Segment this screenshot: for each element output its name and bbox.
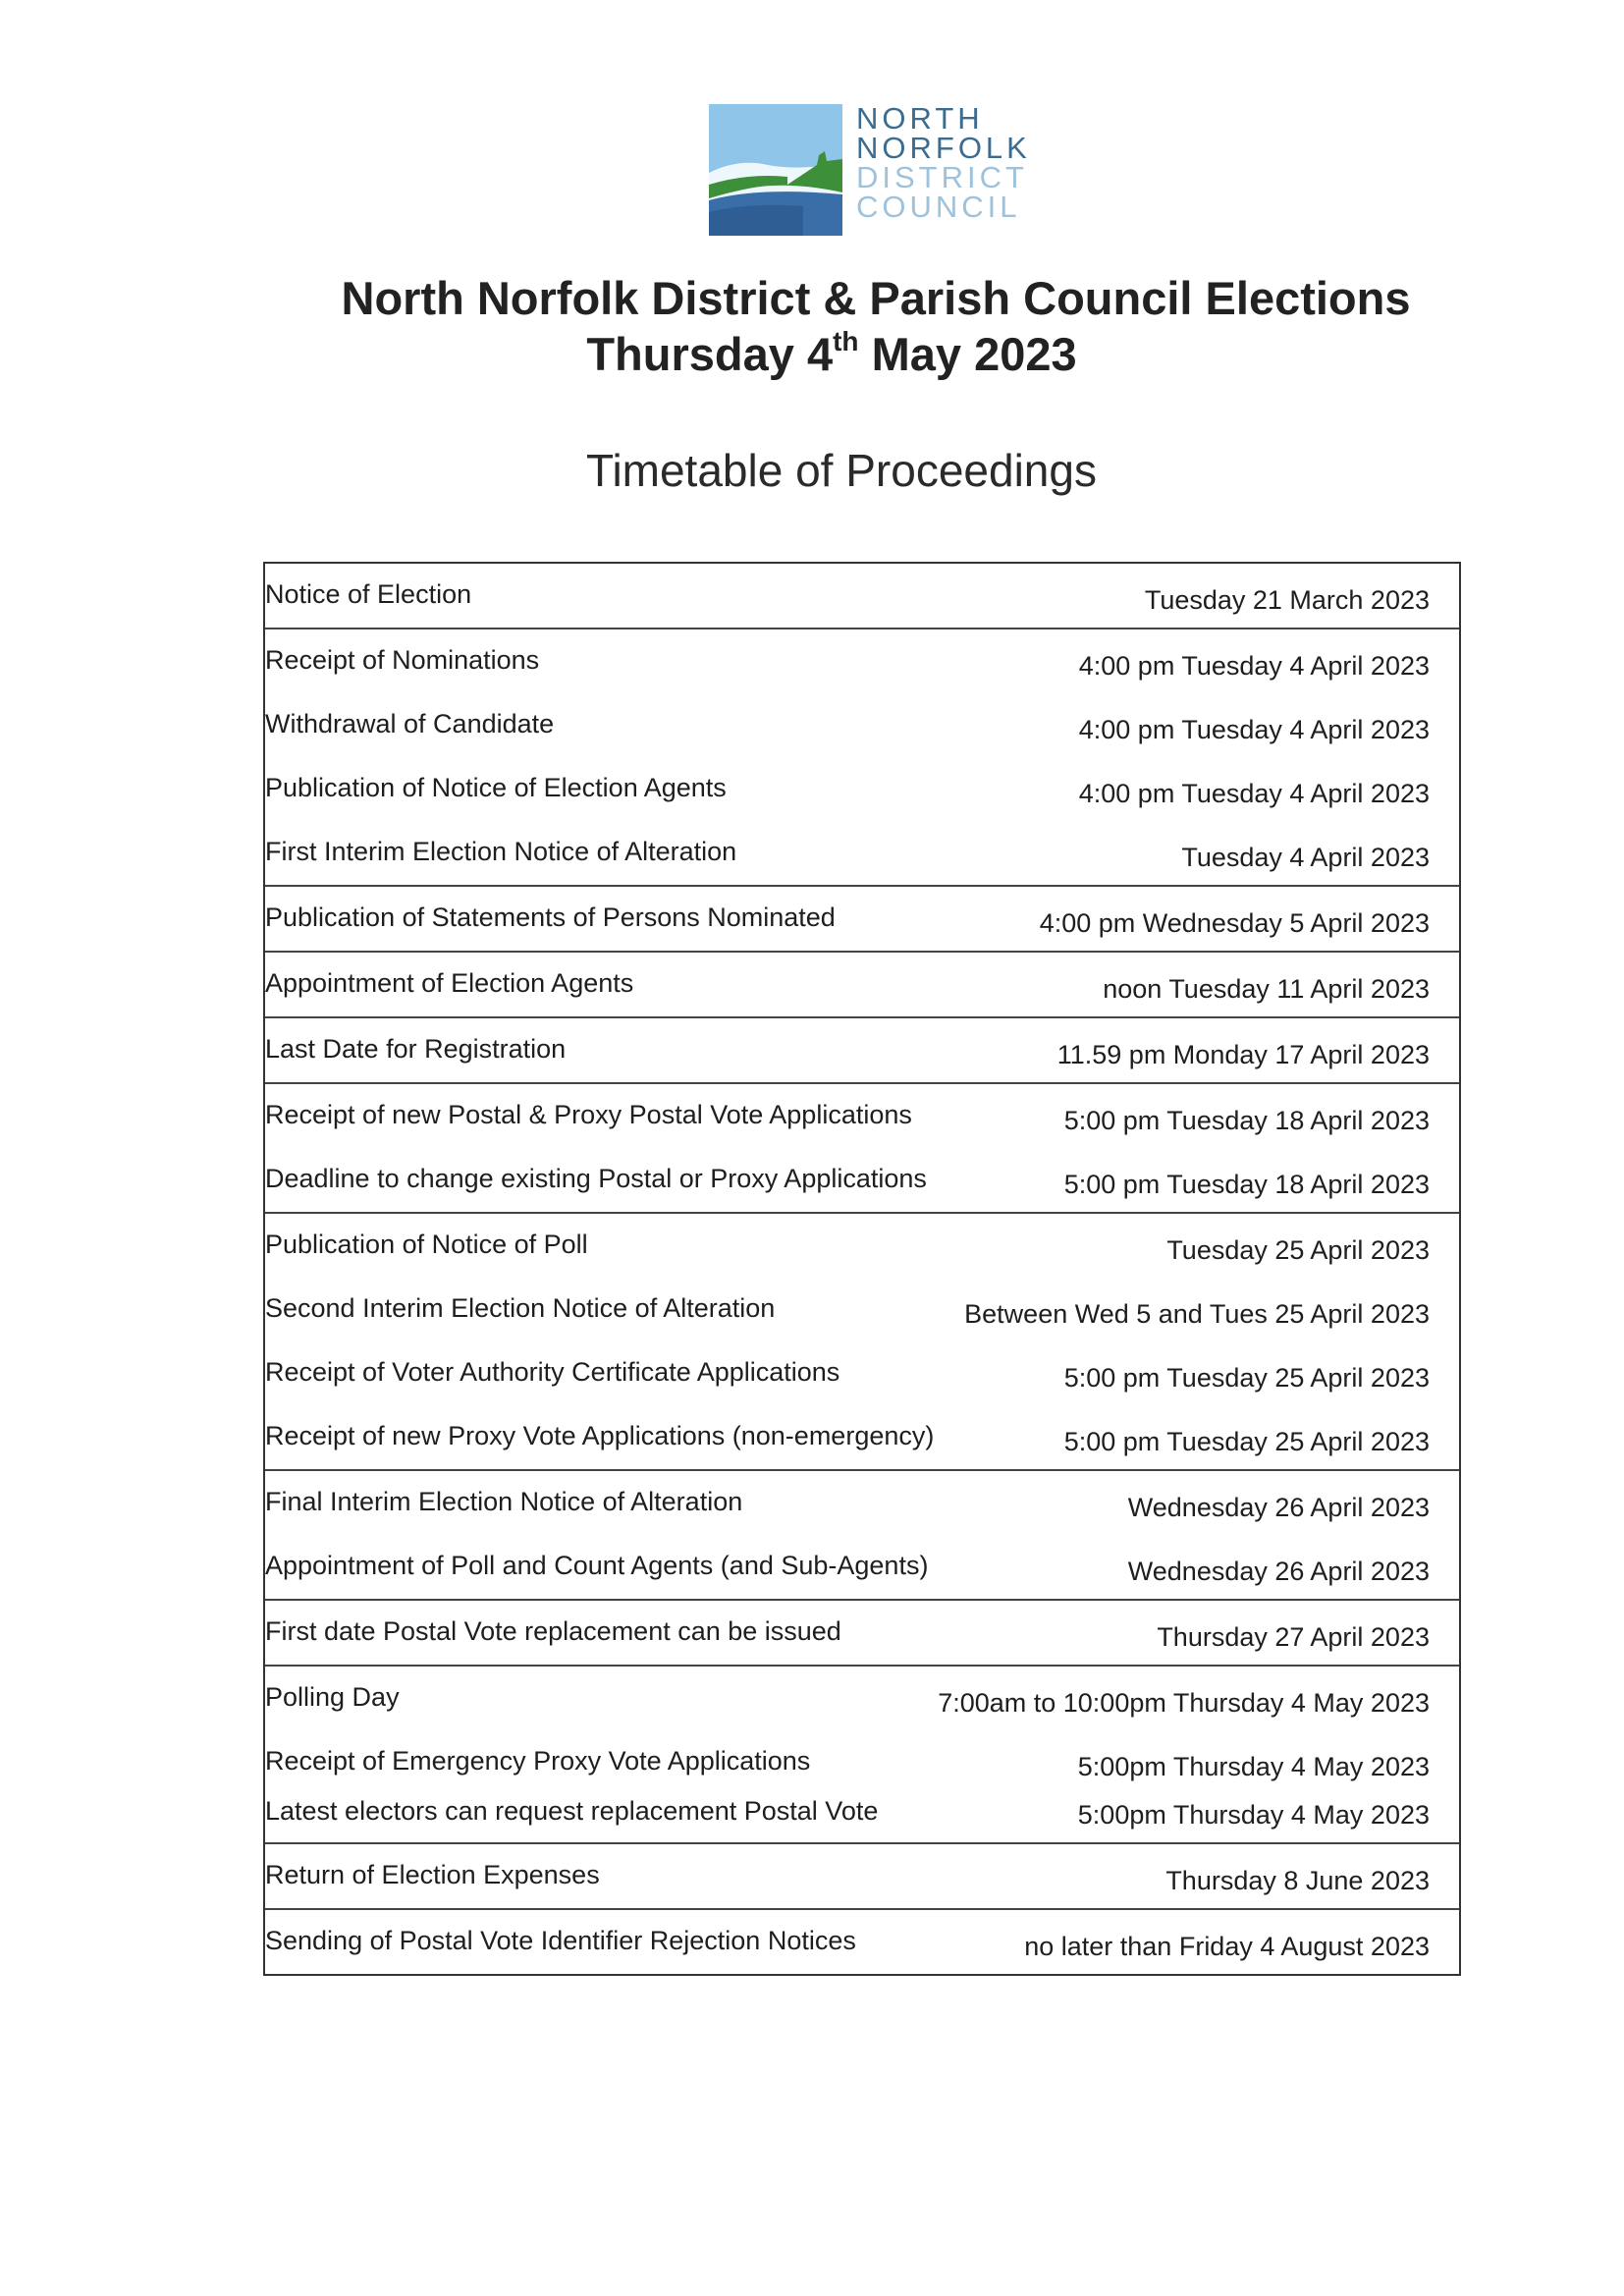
timetable-row	[265, 1148, 1459, 1212]
event-date: 5:00pm Thursday 4 May 2023	[1077, 1752, 1430, 1781]
event-name: Appointment of Election Agents	[265, 968, 634, 998]
event-date: no later than Friday 4 August 2023	[1024, 1932, 1430, 1961]
event-date: Between Wed 5 and Tues 25 April 2023	[964, 1299, 1430, 1329]
timetable-row	[265, 887, 1459, 951]
timetable-row	[265, 1471, 1459, 1535]
event-name: Final Interim Election Notice of Alteration	[265, 1487, 743, 1516]
event-date: noon Tuesday 11 April 2023	[1103, 974, 1430, 1004]
event-date: 11.59 pm Monday 17 April 2023	[1056, 1040, 1430, 1069]
event-name: First date Postal Vote replacement can be issued	[265, 1616, 841, 1646]
timetable-group	[265, 1212, 1459, 1469]
timetable-row	[265, 821, 1459, 885]
logo-word-north: NORTH	[856, 101, 984, 136]
event-date: 5:00pm Thursday 4 May 2023	[1077, 1800, 1430, 1830]
timetable-row	[265, 1278, 1459, 1341]
date-prefix: Thursday 4	[586, 328, 834, 380]
event-name: Appointment of Poll and Count Agents (and Sub-Agents)	[265, 1551, 929, 1580]
event-name: Publication of Statements of Persons Nominated	[265, 902, 836, 932]
event-name: Return of Election Expenses	[265, 1860, 600, 1889]
event-date: Tuesday 21 March 2023	[1144, 585, 1430, 615]
council-logo	[709, 101, 1043, 238]
event-name: Latest electors can request replacement Postal Vote	[265, 1796, 879, 1826]
timetable-group	[265, 1469, 1459, 1599]
landscape-logo-icon	[709, 104, 842, 236]
timetable-group	[265, 885, 1459, 951]
event-date: 5:00 pm Tuesday 18 April 2023	[1063, 1170, 1430, 1199]
timetable-group	[265, 628, 1459, 885]
timetable-group	[265, 951, 1459, 1016]
event-date: Thursday 27 April 2023	[1157, 1622, 1430, 1652]
timetable-row	[265, 629, 1459, 693]
timetable-group	[265, 1908, 1459, 1974]
event-date: Wednesday 26 April 2023	[1127, 1493, 1430, 1522]
timetable-row	[265, 1214, 1459, 1278]
event-name: Withdrawal of Candidate	[265, 709, 555, 738]
event-name: Notice of Election	[265, 579, 472, 609]
timetable-of-proceedings	[263, 562, 1461, 1976]
logo-wordmark	[856, 101, 1031, 224]
section-title: Timetable of Proceedings	[586, 445, 1097, 496]
timetable-row	[265, 693, 1459, 757]
event-date: 5:00 pm Tuesday 18 April 2023	[1063, 1106, 1430, 1135]
event-name: Polling Day	[265, 1682, 400, 1712]
timetable-row	[265, 1794, 1459, 1842]
event-date: Thursday 8 June 2023	[1165, 1866, 1430, 1895]
event-date: 4:00 pm Wednesday 5 April 2023	[1039, 908, 1430, 938]
date-suffix: May 2023	[858, 328, 1077, 380]
date-ordinal: th	[833, 326, 859, 356]
event-name: Last Date for Registration	[265, 1034, 567, 1064]
timetable-row	[265, 1910, 1459, 1974]
event-date: Tuesday 25 April 2023	[1166, 1235, 1430, 1265]
event-name: Receipt of Voter Authority Certificate Applications	[265, 1357, 840, 1387]
event-date: Wednesday 26 April 2023	[1127, 1557, 1430, 1586]
timetable-row	[265, 1084, 1459, 1148]
logo-word-district: DISTRICT	[856, 160, 1028, 194]
timetable-group	[265, 1082, 1459, 1212]
event-date: 4:00 pm Tuesday 4 April 2023	[1078, 651, 1430, 681]
timetable-row	[265, 1844, 1459, 1908]
timetable-group	[265, 1842, 1459, 1908]
event-name: First Interim Election Notice of Alteration	[265, 837, 737, 866]
event-name: Receipt of new Postal & Proxy Postal Vote Applications	[265, 1100, 912, 1129]
timetable-row	[265, 757, 1459, 821]
logo-word-council: COUNCIL	[856, 190, 1021, 224]
event-name: Publication of Notice of Poll	[265, 1230, 588, 1259]
event-date: 4:00 pm Tuesday 4 April 2023	[1078, 779, 1430, 808]
event-name: Publication of Notice of Election Agents	[265, 773, 727, 802]
event-name: Receipt of Nominations	[265, 645, 540, 675]
event-name: Receipt of new Proxy Vote Applications (non-emergency)	[265, 1421, 935, 1450]
event-date: 7:00am to 10:00pm Thursday 4 May 2023	[938, 1688, 1430, 1718]
timetable-group	[265, 1599, 1459, 1665]
event-name: Receipt of Emergency Proxy Vote Applications	[265, 1746, 811, 1776]
timetable-row	[265, 1730, 1459, 1794]
timetable-row	[265, 1535, 1459, 1599]
logo-word-norfolk: NORFOLK	[856, 131, 1031, 165]
event-date: 4:00 pm Tuesday 4 April 2023	[1078, 715, 1430, 744]
timetable-group	[265, 1016, 1459, 1082]
timetable-row	[265, 1601, 1459, 1665]
event-name: Deadline to change existing Postal or Proxy Applications	[265, 1164, 927, 1193]
event-date: 5:00 pm Tuesday 25 April 2023	[1063, 1363, 1430, 1393]
timetable-group	[265, 564, 1459, 628]
timetable-row	[265, 1667, 1459, 1730]
election-date-heading	[0, 326, 1624, 381]
page-title: North Norfolk District & Parish Council Elections	[341, 272, 1411, 324]
event-date: Tuesday 4 April 2023	[1181, 843, 1430, 872]
event-name: Second Interim Election Notice of Alteration	[265, 1293, 776, 1323]
timetable-row	[265, 953, 1459, 1016]
timetable-row	[265, 1341, 1459, 1405]
timetable-row	[265, 1018, 1459, 1082]
event-date: 5:00 pm Tuesday 25 April 2023	[1063, 1427, 1430, 1456]
timetable-group	[265, 1665, 1459, 1842]
timetable-row	[265, 564, 1459, 628]
event-name: Sending of Postal Vote Identifier Rejection Notices	[265, 1926, 856, 1955]
timetable-row	[265, 1405, 1459, 1469]
